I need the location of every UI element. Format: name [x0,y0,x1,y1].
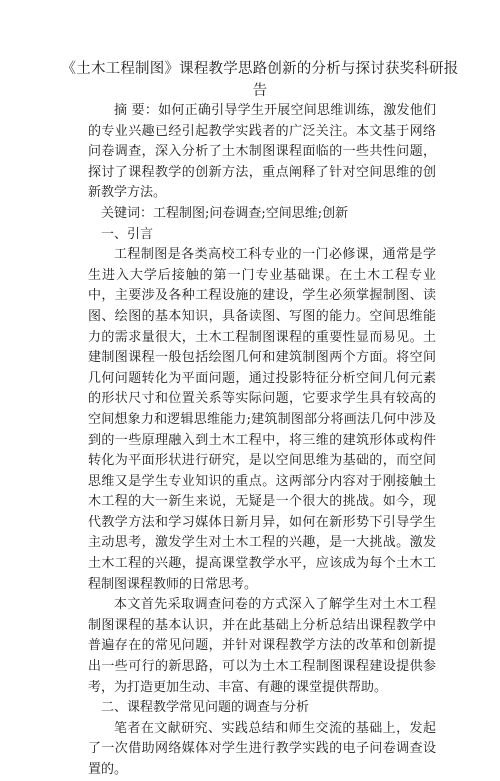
abstract-text: 如何正确引导学生开展空间思维训练，激发他们的专业兴趣已经引起教学实践者的广泛关注。本文基于网络问卷调查，深入分析了土木制图课程面临的一些共性问题，探讨了课程教学的创新方法，重点阐释了针对空间思维的创新教学方法。 [88,103,436,201]
section-heading-introduction: 一、引言 [101,226,154,242]
keywords-label: 关键词： [101,205,154,221]
introduction-paragraph-1: 工程制图是各类高校工科专业的一门必修课，通常是学生进入大学后接触的第一门专业基础课。在土木工程专业中，主要涉及各种工程设施的建设，学生必须掌握制图、读图、绘图的基本知识，具备读图、写图的能力。空间思维能力的需求量很大，土木工程制图课程的重要性显而易见。土建制图课程一般包括绘图几何和建筑制图两个方面。将空间几何问题转化为平面问题，通过投影特征分析空间几何元素的形状尺寸和位置关系等实际问题，它要求学生具有较高的空间想象力和逻辑思维能力;建筑制图部分将画法几何中涉及到的一些原理融入到土木工程中，将三维的建筑形体或构件转化为平面形状进行研究，是以空间思维为基础的，而空间思维又是学生专业知识的重点。这两部分内容对于刚接触土木工程的大一新生来说，无疑是一个很大的挑战。如今，现代教学方法和学习媒体日新月异，如何在新形势下引导学生主动思考，激发学生对土木工程的兴趣，是一大挑战。激发土木工程的兴趣，提高课堂教学水平，应该成为每个土木工程制图课程教师的日常思考。 [88,247,436,592]
document-body [88,101,436,781]
section-heading-survey: 二、课程教学常见问题的调查与分析 [101,700,310,716]
keywords-text: 工程制图;问卷调查;空间思维;创新 [153,205,349,221]
abstract-paragraph [88,101,436,204]
survey-paragraph-1: 笔者在文献研究、实践总结和师生交流的基础上，发起了一次借助网络媒体对学生进行教学实践的电子问卷调查设置的。 [88,720,436,777]
keywords-paragraph [88,204,436,225]
abstract-label: 摘 要： [114,103,159,118]
document-title: 《土木工程制图》课程教学思路创新的分析与探讨获奖科研报告 [61,61,459,99]
introduction-paragraph-2: 本文首先采取调查问卷的方式深入了解学生对土木工程制图课程的基本认识，并在此基础上分析总结出课程教学中普遍存在的常见问题，并针对课程教学方法的改革和创新提出一些可行的新思路，可以为土木工程制图课程建设提供参考，为打造更加生动、丰富、有趣的课堂提供帮助。 [88,597,436,695]
